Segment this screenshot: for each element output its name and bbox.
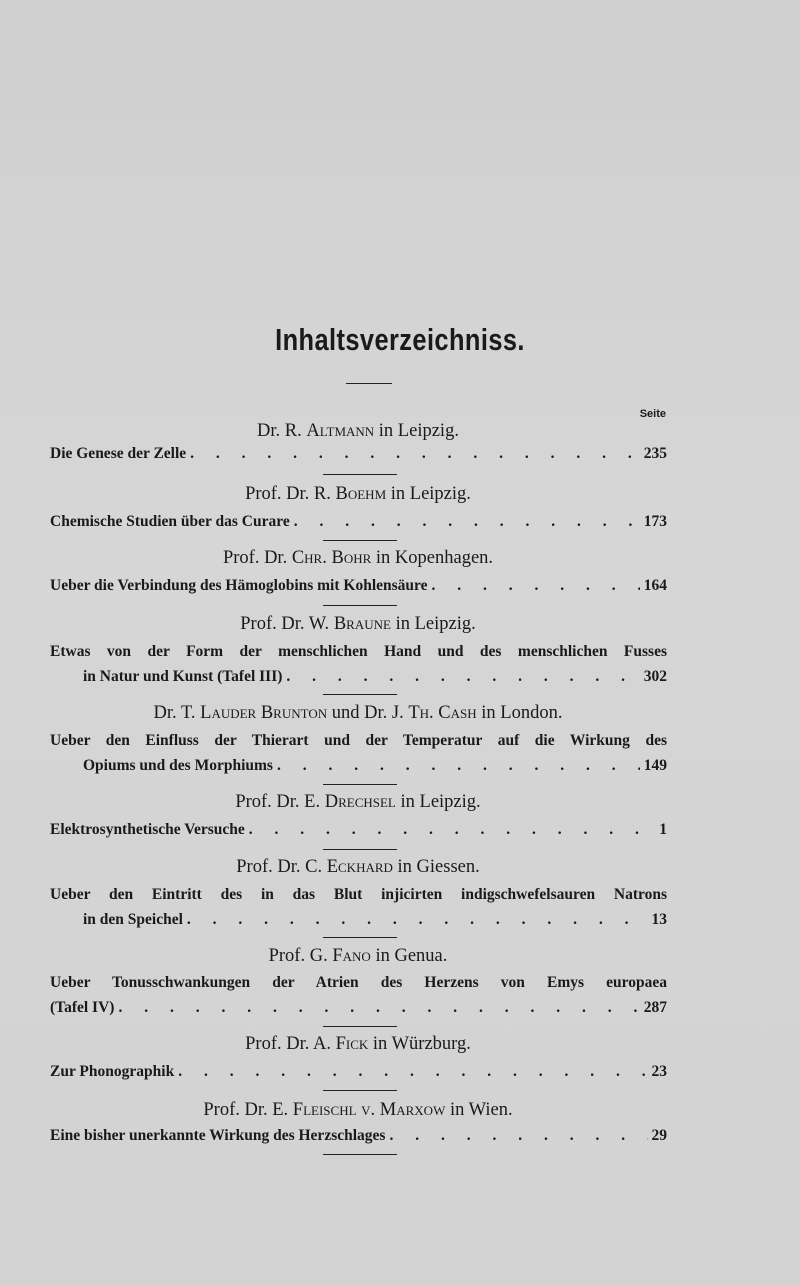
- toc-entry[interactable]: [50, 817, 667, 842]
- author-heading: Prof. Dr. Chr. Bohr in Kopenhagen.: [222, 548, 494, 568]
- page-number: 23: [651, 1063, 667, 1080]
- entry-title-cont: Opiums und des Morphiums: [83, 757, 273, 774]
- entry-title-cont: in Natur und Kunst (Tafel III): [83, 668, 283, 685]
- author-name: Eckhard: [326, 857, 393, 877]
- leader-dots: [428, 573, 640, 598]
- author-name: Altmann: [306, 421, 375, 441]
- toc-entry[interactable]: [50, 1059, 667, 1084]
- author-heading: Dr. T. Lauder Brunton und Dr. J. Th. Cash in London.: [153, 703, 563, 723]
- author-heading: Prof. Dr. A. Fick in Würzburg.: [245, 1034, 471, 1054]
- leader-dots: [245, 817, 655, 842]
- leader-dots: [385, 1123, 647, 1148]
- leader-dots: [273, 753, 640, 778]
- entry-title: Ueber den Eintritt des in das Blut injicirten indigschwefelsauren Natrons: [50, 886, 667, 903]
- entry-title: Elektrosynthetische Versuche: [50, 821, 245, 838]
- author-name: Fleischl v. Marxow: [292, 1100, 446, 1120]
- page-number: 13: [651, 911, 667, 928]
- leader-dots: [114, 995, 639, 1020]
- section-rule: [323, 849, 397, 850]
- author-heading: Dr. R. Altmann in Leipzig.: [257, 421, 459, 441]
- entry-title-cont: (Tafel IV): [50, 999, 115, 1016]
- author-name: Fick: [335, 1034, 369, 1054]
- leader-dots: [186, 441, 640, 466]
- author-name: Chr. Bohr: [291, 548, 372, 568]
- page-number: 287: [643, 999, 667, 1016]
- leader-dots: [282, 664, 639, 689]
- author-heading: Prof. Dr. C. Eckhard in Giessen.: [236, 857, 480, 877]
- toc-entry[interactable]: [50, 573, 667, 598]
- author-heading: Prof. Dr. R. Boehm in Leipzig.: [245, 484, 471, 504]
- section-rule: [323, 784, 397, 785]
- entry-title: Die Genese der Zelle: [50, 445, 187, 462]
- toc-entry[interactable]: [50, 970, 667, 1020]
- author-name: Boehm: [335, 484, 387, 504]
- entry-title: Ueber den Einfluss der Thierart und der Temperatur auf die Wirkung des: [50, 732, 667, 749]
- page-number: 302: [643, 668, 667, 685]
- toc-entry[interactable]: [50, 882, 667, 932]
- page-number: 149: [643, 757, 667, 774]
- page-number: 173: [643, 513, 667, 530]
- entry-title: Eine bisher unerkannte Wirkung des Herzschlages: [50, 1127, 386, 1144]
- section-rule: [323, 1090, 397, 1091]
- section-rule: [323, 1154, 397, 1155]
- entry-title: Zur Phonographik: [50, 1063, 175, 1080]
- section-rule: [323, 605, 397, 606]
- leader-dots: [290, 509, 640, 534]
- page-column-label: Seite: [639, 408, 666, 420]
- leader-dots: [183, 907, 648, 932]
- entry-title: Chemische Studien über das Curare: [50, 513, 290, 530]
- author-name: Braune: [333, 614, 391, 634]
- author-heading: Prof. Dr. W. Braune in Leipzig.: [240, 614, 476, 634]
- page-number: 164: [643, 577, 667, 594]
- author-name: Lauder Brunton: [200, 703, 328, 723]
- toc-entry[interactable]: [50, 441, 667, 466]
- author-name: Drechsel: [324, 792, 396, 812]
- section-rule: [323, 694, 397, 695]
- entry-title-cont: in den Speichel: [83, 911, 183, 928]
- section-rule: [323, 474, 397, 475]
- author-name-2: Th. Cash: [408, 703, 477, 723]
- toc-entry[interactable]: [50, 1123, 667, 1148]
- page-number: 235: [643, 445, 667, 462]
- section-rule: [323, 937, 397, 938]
- section-rule: [323, 540, 397, 541]
- toc-entry[interactable]: [50, 639, 667, 689]
- section-rule: [323, 1026, 397, 1027]
- author-heading: Prof. Dr. E. Drechsel in Leipzig.: [235, 792, 481, 812]
- page-number: 1: [659, 821, 667, 838]
- author-heading: Prof. Dr. E. Fleischl v. Marxow in Wien.: [203, 1100, 513, 1120]
- entry-title: Etwas von der Form der menschlichen Hand und des menschlichen Fusses: [50, 643, 667, 660]
- title-rule: [346, 383, 392, 384]
- entry-title: Ueber die Verbindung des Hämoglobins mit Kohlensäure: [50, 577, 428, 594]
- author-name: Fano: [332, 946, 371, 966]
- toc-entry[interactable]: [50, 728, 667, 778]
- page-title: Inhaltsverzeichniss.: [275, 322, 525, 357]
- entry-title: Ueber Tonusschwankungen der Atrien des Herzens von Emys europaea: [50, 974, 667, 991]
- leader-dots: [174, 1059, 647, 1084]
- page-number: 29: [651, 1127, 667, 1144]
- toc-entry[interactable]: [50, 509, 667, 534]
- author-heading: Prof. G. Fano in Genua.: [268, 946, 448, 966]
